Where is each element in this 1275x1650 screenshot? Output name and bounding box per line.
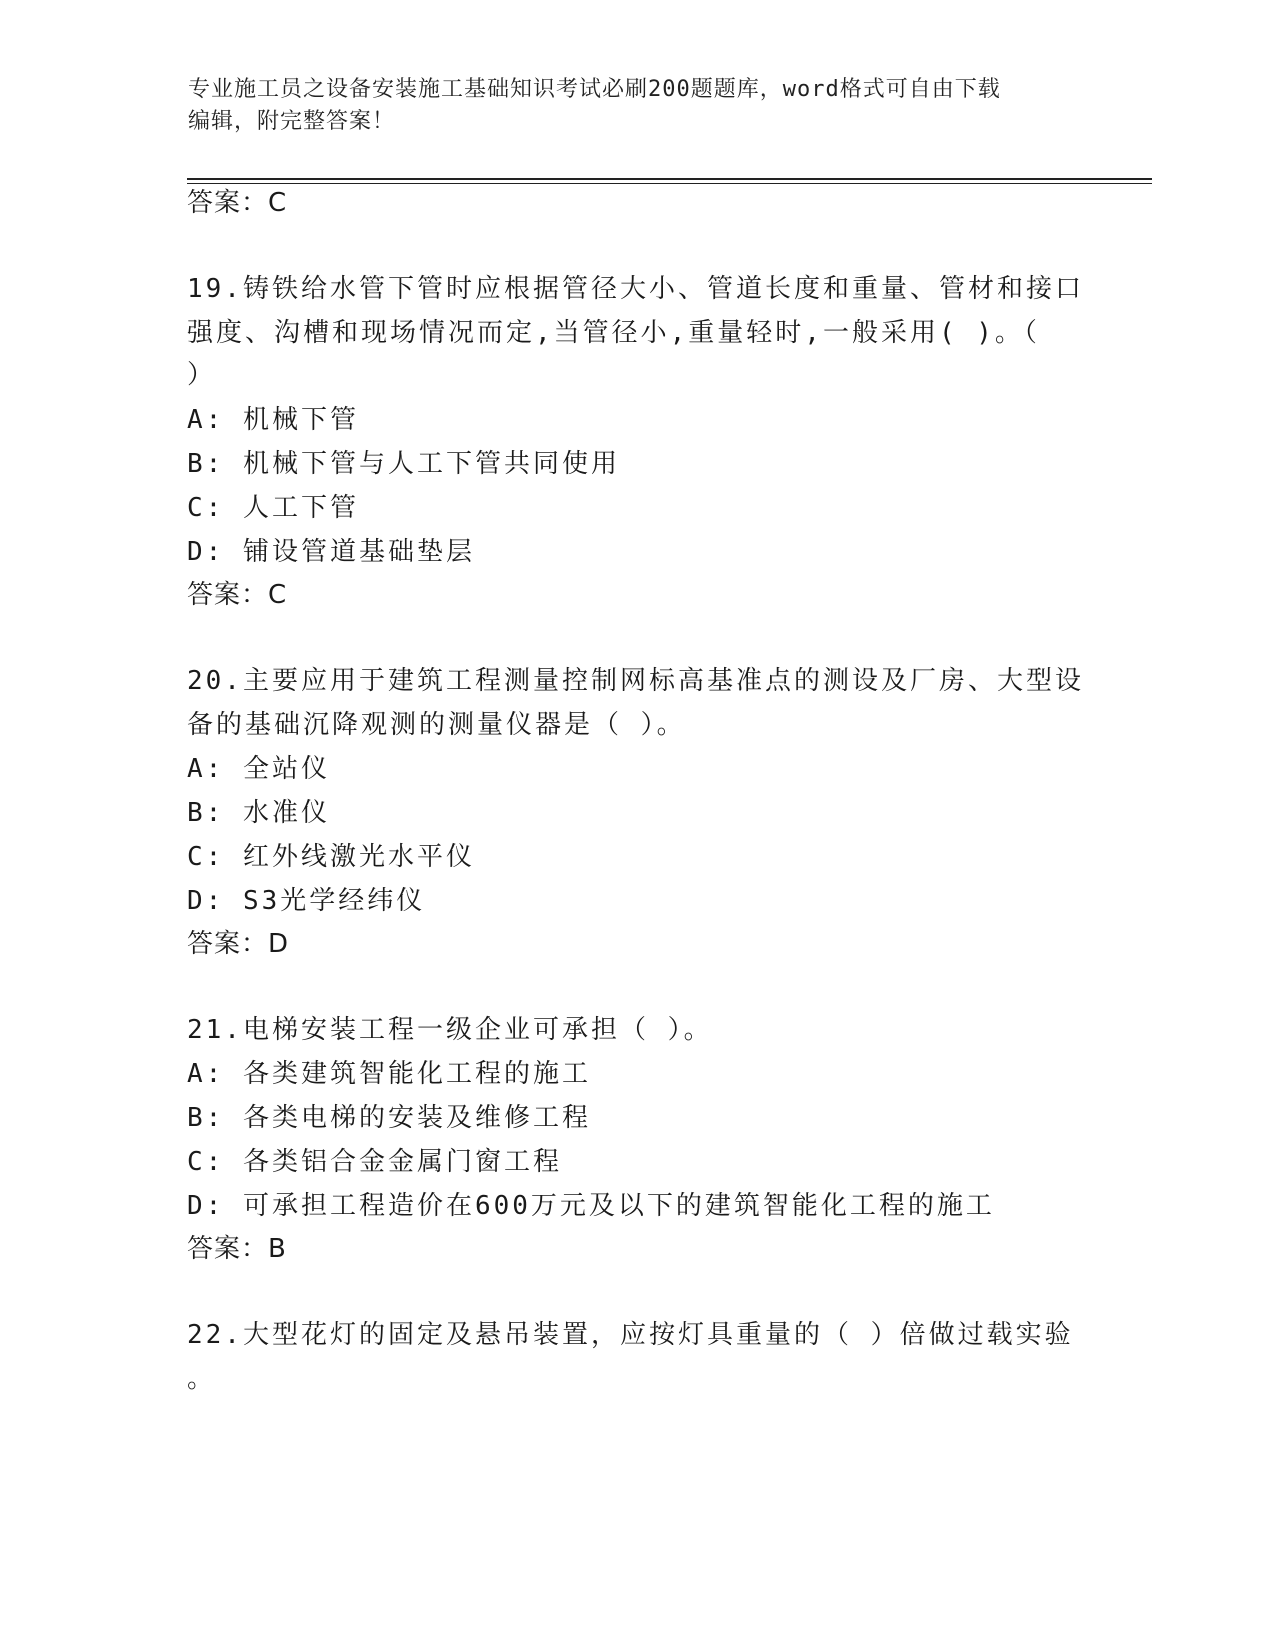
q20-option-d: D: S3光学经纬仪 <box>187 886 426 916</box>
q19-stem-line-3: ） <box>187 360 217 390</box>
q21-stem-line-1: 21.电梯安装工程一级企业可承担（ ）。 <box>187 1015 713 1045</box>
q19-stem-line-1: 19.铸铁给水管下管时应根据管径大小、管道长度和重量、管材和接口 <box>187 274 1084 304</box>
q19-option-d: D: 铺设管道基础垫层 <box>187 537 475 567</box>
header-line-1: 专业施工员之设备安装施工基础知识考试必刷200题题库，word格式可自由下载 <box>188 77 1001 102</box>
q22-stem-line-1: 22.大型花灯的固定及悬吊装置，应按灯具重量的（ ）倍做过载实验 <box>187 1320 1074 1350</box>
q19-option-c: C: 人工下管 <box>187 493 359 523</box>
header-divider-thin <box>187 183 1152 184</box>
document-header <box>188 74 1068 138</box>
q19-option-a: A: 机械下管 <box>187 405 359 435</box>
q20-option-b: B: 水准仪 <box>187 798 330 828</box>
q19-stem-line-2: 强度、沟槽和现场情况而定,当管径小,重量轻时,一般采用( )。（ <box>187 318 1040 348</box>
q21-option-c: C: 各类铝合金金属门窗工程 <box>187 1147 562 1177</box>
q20-option-c: C: 红外线激光水平仪 <box>187 842 475 872</box>
q21-option-d: D: 可承担工程造价在600万元及以下的建筑智能化工程的施工 <box>187 1191 995 1221</box>
q21-answer: 答案：B <box>187 1234 287 1264</box>
header-divider <box>187 178 1152 180</box>
q20-answer: 答案：D <box>187 929 290 959</box>
q20-stem-line-1: 20.主要应用于建筑工程测量控制网标高基准点的测设及厂房、大型设 <box>187 666 1084 696</box>
q21-option-a: A: 各类建筑智能化工程的施工 <box>187 1059 591 1089</box>
q21-option-b: B: 各类电梯的安装及维修工程 <box>187 1103 591 1133</box>
header-line-2: 编辑，附完整答案！ <box>188 109 396 134</box>
q20-stem-line-2: 备的基础沉降观测的测量仪器是（ ）。 <box>187 710 686 740</box>
q22-stem-line-2: 。 <box>187 1364 217 1394</box>
q20-option-a: A: 全站仪 <box>187 754 330 784</box>
q19-answer: 答案：C <box>187 580 288 610</box>
answer-previous: 答案：C <box>187 188 288 218</box>
q19-option-b: B: 机械下管与人工下管共同使用 <box>187 449 620 479</box>
